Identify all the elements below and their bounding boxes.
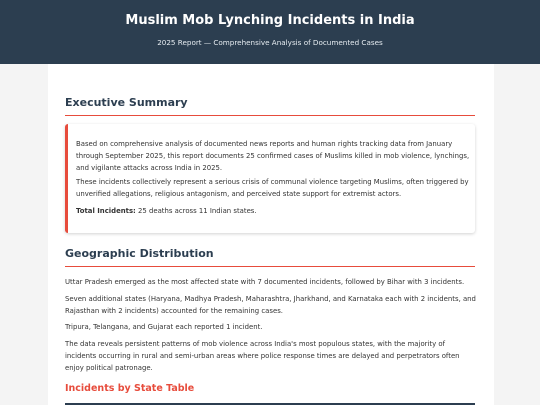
report-title: Muslim Mob Lynching Incidents in India [125, 13, 415, 28]
report-body [48, 64, 494, 405]
geo-paragraph-1: Uttar Pradesh emerged as the most affected state with 7 documented incidents, followed by Bihar with 3 incidents. [65, 278, 465, 286]
report-header [0, 0, 540, 64]
total-incidents-value: 25 deaths across 11 Indian states. [135, 207, 257, 215]
total-incidents-label: Total Incidents: [76, 207, 136, 215]
geo-paragraph-2: Seven additional states (Haryana, Madhya Pradesh, Maharashtra, Jharkhand, and Karnataka each with 2 incidents, and Rajasthan with 2 incidents) accounted for the remaining cases. [65, 295, 476, 315]
executive-summary-heading: Executive Summary [65, 96, 188, 109]
geo-paragraph-4: The data reveals persistent patterns of mob violence across India's most populous states, with the majority of incidents occurring in rural and semi-urban areas where police response times are delayed and perpetrators often enjoy political patronage. [65, 340, 460, 372]
summary-total [76, 205, 470, 217]
geographic-distribution-heading: Geographic Distribution [65, 247, 214, 260]
geographic-distribution-rule [65, 266, 475, 267]
geo-paragraph-3: Tripura, Telangana, and Gujarat each reported 1 incident. [65, 323, 263, 331]
incidents-table-heading: Incidents by State Table [65, 383, 195, 394]
executive-summary-rule [65, 115, 475, 116]
report-subtitle: 2025 Report — Comprehensive Analysis of Documented Cases [157, 38, 383, 47]
summary-paragraph-1: Based on comprehensive analysis of documented news reports and human rights tracking data from January through September 2025, this report documents 25 confirmed cases of Muslims killed in mob violence, lynchings, and vigilante attacks across India in 2025. [76, 140, 470, 172]
summary-paragraph-2: These incidents collectively represent a serious crisis of communal violence targeting Muslims, often triggered by unverified allegations, religious antagonism, and perceived state support for extremist actors. [76, 178, 469, 198]
executive-summary-box [65, 124, 475, 233]
